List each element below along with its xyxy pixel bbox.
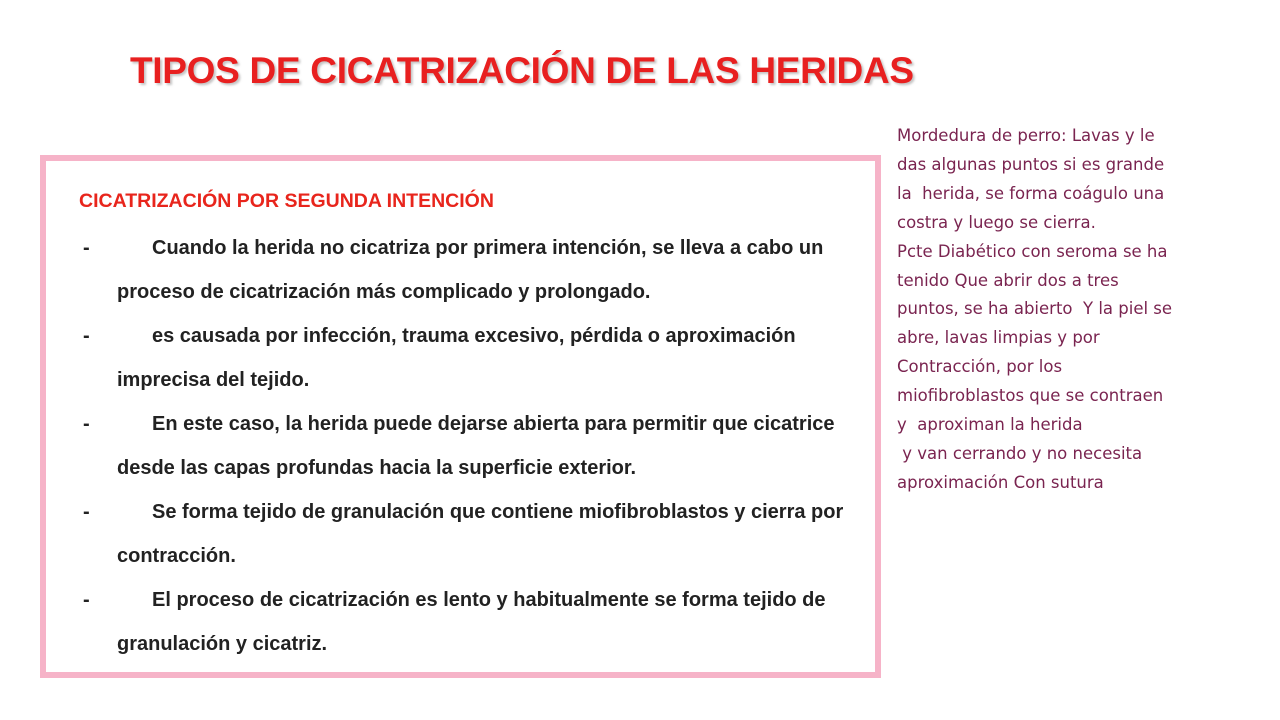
note-line: abre, lavas limpias y por bbox=[897, 328, 1100, 348]
bullet-text: Se forma tejido de granulación que contiene miofibroblastos y cierra por contracción. bbox=[117, 501, 844, 567]
note-line: la herida, se forma coágulo una bbox=[897, 183, 1165, 203]
slide-title: TIPOS DE CICATRIZACIÓN DE LAS HERIDAS bbox=[130, 50, 914, 91]
note-line: Pcte Diabético con seroma se ha bbox=[897, 241, 1168, 261]
note-line: Contracción, por los bbox=[897, 357, 1063, 377]
bullet-text: Cuando la herida no cicatriza por primera intención, se lleva a cabo un proceso de cicatrización más complicado y prolongado. bbox=[117, 237, 824, 303]
bullet-item bbox=[79, 403, 859, 491]
bullet-dash: - bbox=[83, 589, 90, 611]
section-heading: CICATRIZACIÓN POR SEGUNDA INTENCIÓN bbox=[79, 190, 494, 212]
note-line: y van cerrando y no necesita bbox=[897, 443, 1143, 463]
bullet-text: El proceso de cicatrización es lento y habitualmente se forma tejido de granulación y cicatriz. bbox=[117, 589, 826, 655]
note-line: das algunas puntos si es grande bbox=[897, 154, 1165, 174]
note-line: costra y luego se cierra. bbox=[897, 212, 1096, 232]
note-line: y aproximan la herida bbox=[897, 415, 1083, 435]
bullet-text: En este caso, la herida puede dejarse abierta para permitir que cicatrice desde las capas profundas hacia la superficie exterior. bbox=[117, 413, 835, 479]
bullet-dash: - bbox=[83, 501, 90, 523]
notes-text bbox=[897, 122, 1232, 498]
note-line: tenido Que abrir dos a tres bbox=[897, 270, 1119, 290]
note-line: puntos, se ha abierto Y la piel se bbox=[897, 299, 1173, 319]
bullet-dash: - bbox=[83, 237, 90, 259]
bullet-item bbox=[79, 579, 859, 667]
note-line: Mordedura de perro: Lavas y le bbox=[897, 126, 1155, 145]
bullet-text: es causada por infección, trauma excesivo, pérdida o aproximación imprecisa del tejido. bbox=[117, 325, 796, 391]
note-line: miofibroblastos que se contraen bbox=[897, 386, 1164, 406]
note-line: aproximación Con sutura bbox=[897, 472, 1104, 492]
bullet-item bbox=[79, 315, 859, 403]
bullet-dash: - bbox=[83, 325, 90, 347]
content-box bbox=[40, 155, 881, 678]
bullet-dash: - bbox=[83, 413, 90, 435]
bullet-item bbox=[79, 491, 859, 579]
bullet-item bbox=[79, 227, 859, 315]
bullet-list bbox=[79, 227, 859, 667]
